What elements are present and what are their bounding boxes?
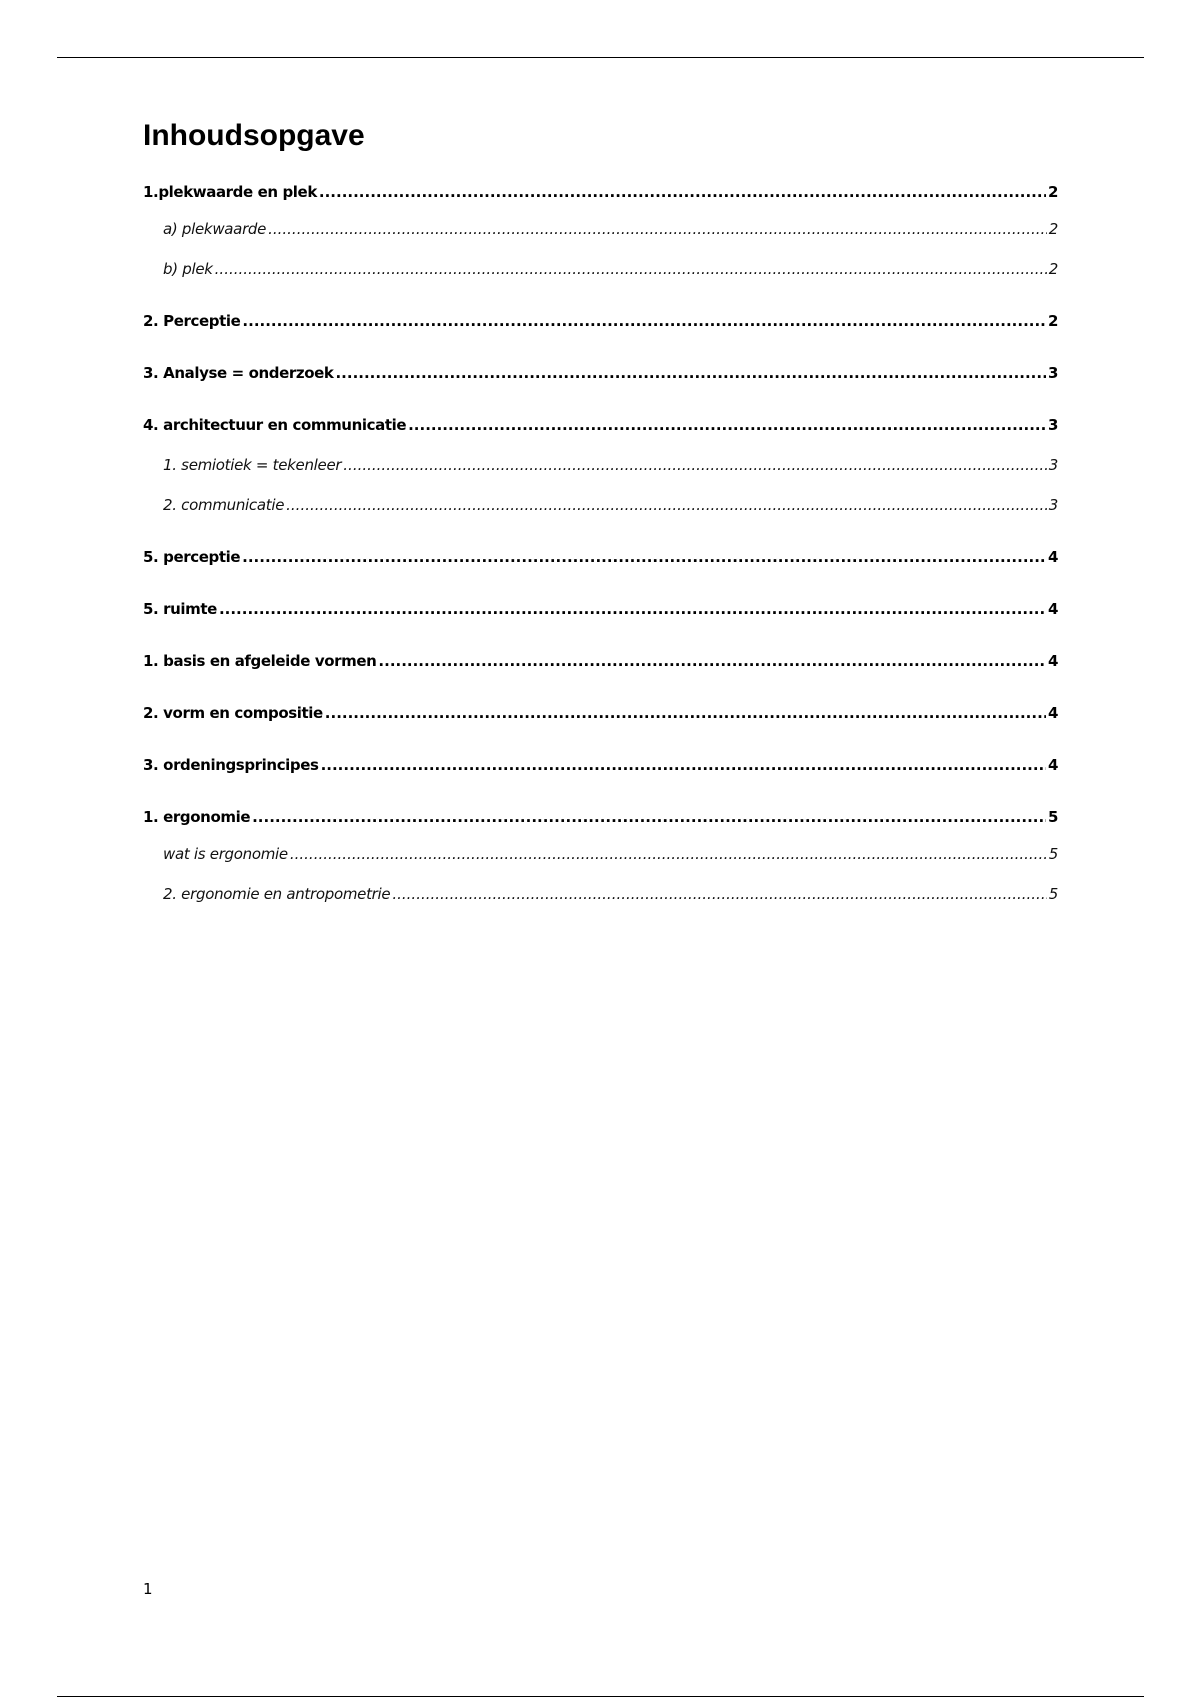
footer-page-number: 1 — [143, 1580, 153, 1598]
toc-entry-page: 2 — [1048, 260, 1058, 278]
toc-entry[interactable] — [143, 844, 1058, 864]
dot-leader — [286, 495, 1047, 515]
dot-leader — [319, 182, 1046, 202]
dot-leader — [321, 755, 1046, 775]
toc-entry[interactable] — [143, 259, 1058, 279]
toc-entry-label: 1. ergonomie — [143, 808, 251, 826]
dot-leader — [215, 259, 1047, 279]
toc-entry-label: 1.plekwaarde en plek — [143, 183, 317, 201]
toc-entry-label: b) plek — [163, 260, 213, 278]
dot-leader — [335, 363, 1045, 383]
toc-entry[interactable] — [143, 495, 1058, 515]
toc-entry-page: 2 — [1047, 312, 1058, 330]
toc-entry-label: 5. ruimte — [143, 600, 217, 618]
toc-entry[interactable] — [143, 415, 1058, 435]
toc-entry-page: 4 — [1047, 756, 1058, 774]
toc-entry-page: 2 — [1047, 183, 1058, 201]
toc-entry-page: 3 — [1047, 364, 1058, 382]
toc-entry[interactable] — [143, 651, 1058, 671]
toc-entry-label: 2. ergonomie en antropometrie — [163, 885, 391, 903]
toc-entry[interactable] — [143, 219, 1058, 239]
toc-entry-label: 3. ordeningsprincipes — [143, 756, 319, 774]
toc-entry[interactable] — [143, 182, 1058, 202]
toc-entry[interactable] — [143, 755, 1058, 775]
dot-leader — [268, 219, 1047, 239]
toc-entry[interactable] — [143, 884, 1058, 904]
dot-leader — [242, 311, 1046, 331]
dot-leader — [242, 547, 1046, 567]
dot-leader — [408, 415, 1046, 435]
toc-entry-label: 4. architectuur en communicatie — [143, 416, 407, 434]
toc-entry[interactable] — [143, 311, 1058, 331]
dot-leader — [343, 455, 1046, 475]
dot-leader — [392, 884, 1046, 904]
toc-entry-page: 5 — [1048, 885, 1058, 903]
toc-entry-page: 3 — [1047, 416, 1058, 434]
toc-entry-page: 4 — [1047, 600, 1058, 618]
toc-entry-label: 1. semiotiek = tekenleer — [163, 456, 342, 474]
toc-entry-page: 4 — [1047, 548, 1058, 566]
toc-entry[interactable] — [143, 599, 1058, 619]
toc-entry-label: 2. Perceptie — [143, 312, 241, 330]
toc-entry[interactable] — [143, 455, 1058, 475]
dot-leader — [252, 807, 1046, 827]
toc-entry-page: 5 — [1048, 845, 1058, 863]
toc-entry-page: 5 — [1047, 808, 1058, 826]
toc-entry-label: a) plekwaarde — [163, 220, 267, 238]
toc-entry-label: 2. communicatie — [163, 496, 285, 514]
dot-leader — [290, 844, 1047, 864]
footer-rule — [57, 1696, 1144, 1697]
toc-entry-label: 5. perceptie — [143, 548, 241, 566]
dot-leader — [378, 651, 1046, 671]
toc-entry-page: 3 — [1048, 456, 1058, 474]
toc-entry-page: 4 — [1047, 704, 1058, 722]
toc-entry[interactable] — [143, 547, 1058, 567]
toc-entry[interactable] — [143, 703, 1058, 723]
toc-entry-page: 2 — [1048, 220, 1058, 238]
toc-entry-page: 3 — [1048, 496, 1058, 514]
toc-entry-label: 3. Analyse = onderzoek — [143, 364, 334, 382]
toc-entry-page: 4 — [1047, 652, 1058, 670]
toc-entry-label: 2. vorm en compositie — [143, 704, 323, 722]
dot-leader — [325, 703, 1046, 723]
toc-title: Inhoudsopgave — [143, 119, 365, 152]
header-rule — [57, 57, 1144, 58]
toc-entry[interactable] — [143, 363, 1058, 383]
toc-entry-label: wat is ergonomie — [163, 845, 288, 863]
table-of-contents — [143, 118, 1058, 904]
dot-leader — [219, 599, 1046, 619]
toc-entry[interactable] — [143, 807, 1058, 827]
toc-entry-label: 1. basis en afgeleide vormen — [143, 652, 377, 670]
